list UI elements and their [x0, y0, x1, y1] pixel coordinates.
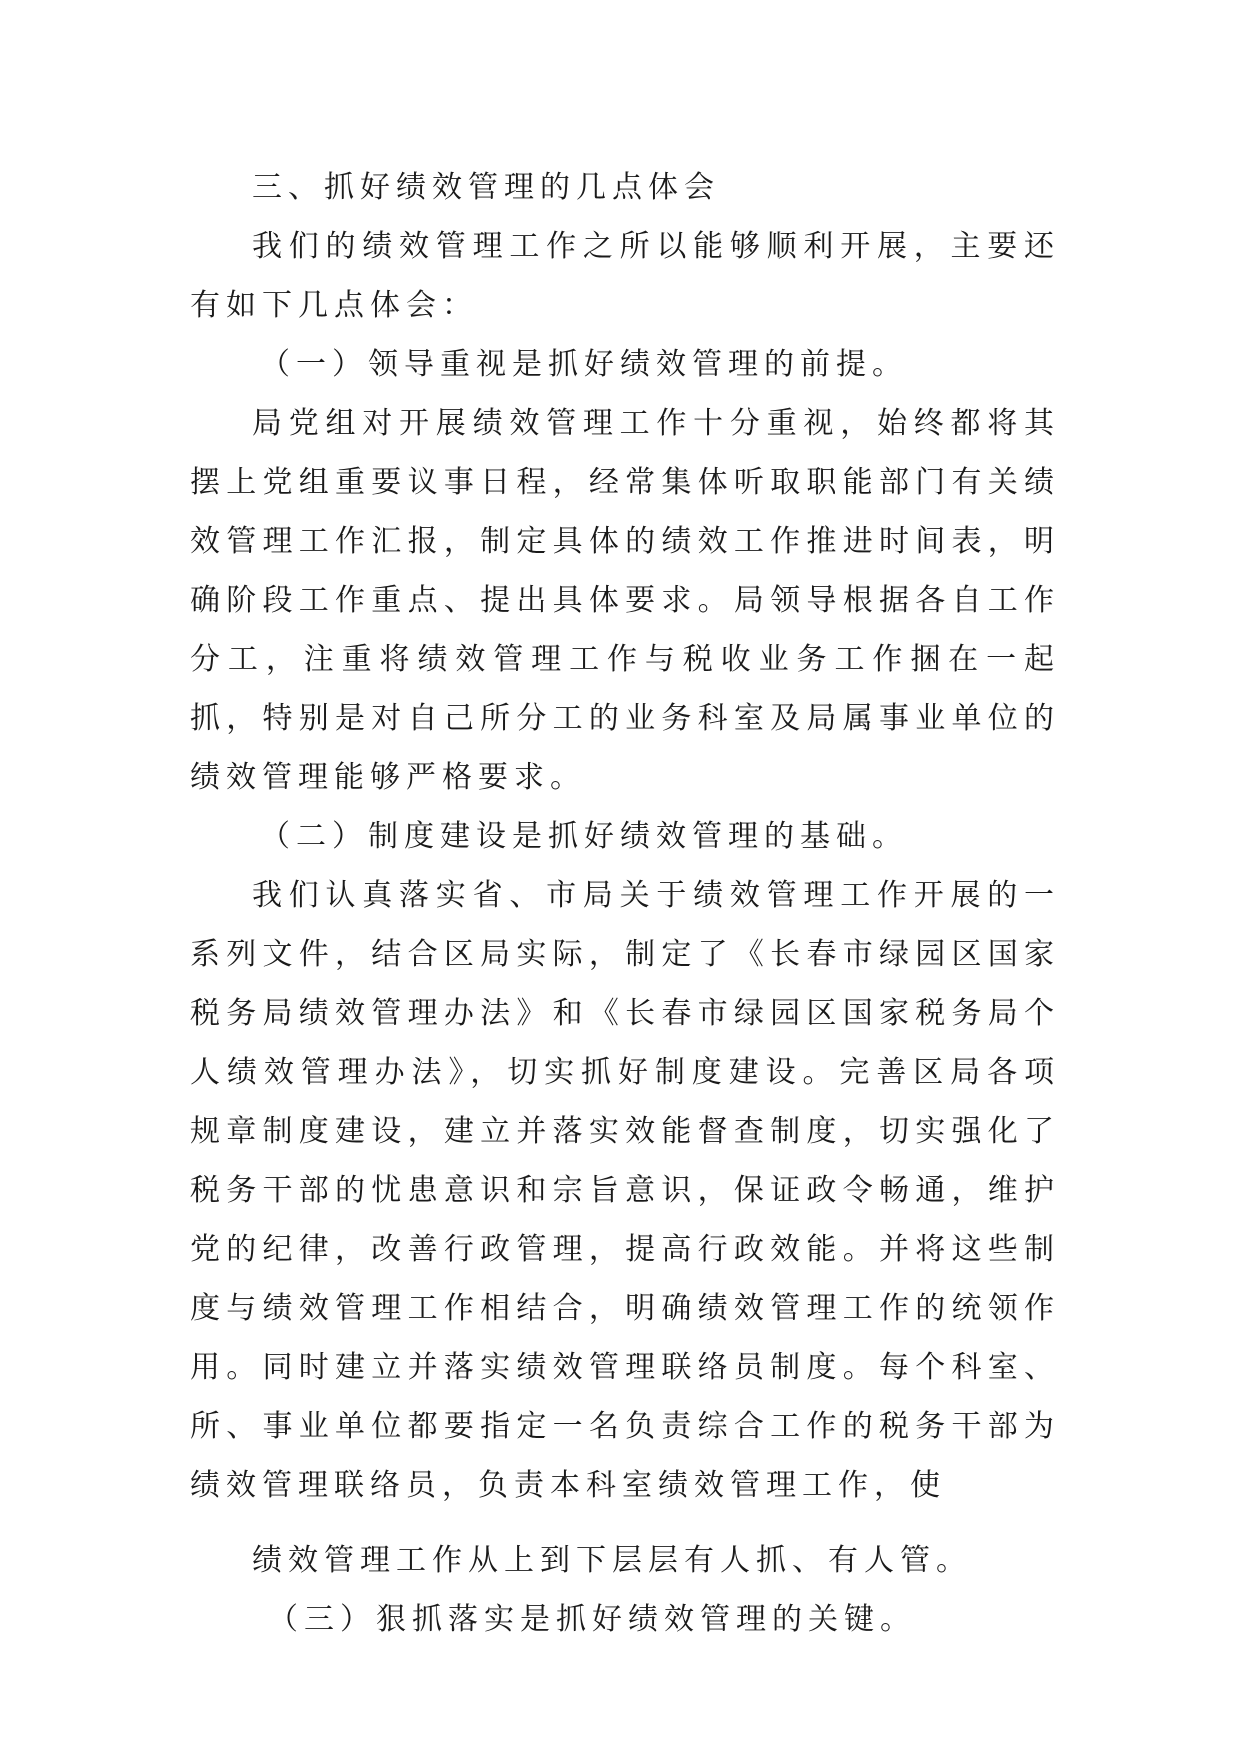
section2-tail-paragraph: 绩效管理工作从上到下层层有人抓、有人管。: [252, 1543, 972, 1578]
section2-paragraph: 我们认真落实省、市局关于绩效管理工作开展的一系列文件，结合区局实际，制定了《长春市绿园区国家税务局绩效管理办法》和《长春市绿园区国家税务局个人绩效管理办法》，切实抓好制度建设。完善区局各项规章制度建设，建立并落实效能督查制度，切实强化了税务干部的忧患意识和宗旨意识，保证政令畅通，维护党的纪律，改善行政管理，提高行政效能。并将这些制度与绩效管理工作相结合，明确绩效管理工作的统领作用。同时建立并落实绩效管理联络员制度。每个科室、所、事业单位都要指定一名负责综合工作的税务干部为绩效管理联络员，负责本科室绩效管理工作，使: [190, 878, 1060, 1503]
section-heading: 三、抓好绩效管理的几点体会: [252, 170, 720, 205]
section1-title: （一）领导重视是抓好绩效管理的前提。: [260, 347, 908, 382]
intro-paragraph: 我们的绩效管理工作之所以能够顺利开展，主要还有如下几点体会：: [190, 229, 1060, 323]
section1-paragraph: 局党组对开展绩效管理工作十分重视，始终都将其摆上党组重要议事日程，经常集体听取职能部门有关绩效管理工作汇报，制定具体的绩效工作推进时间表，明确阶段工作重点、提出具体要求。局领导根据各自工作分工，注重将绩效管理工作与税收业务工作捆在一起抓，特别是对自己所分工的业务科室及局属事业单位的绩效管理能够严格要求。: [190, 406, 1060, 795]
section2-title: （二）制度建设是抓好绩效管理的基础。: [260, 819, 908, 854]
section3-title: （三）狠抓落实是抓好绩效管理的关键。: [268, 1602, 916, 1637]
document-body: [190, 158, 1060, 1649]
